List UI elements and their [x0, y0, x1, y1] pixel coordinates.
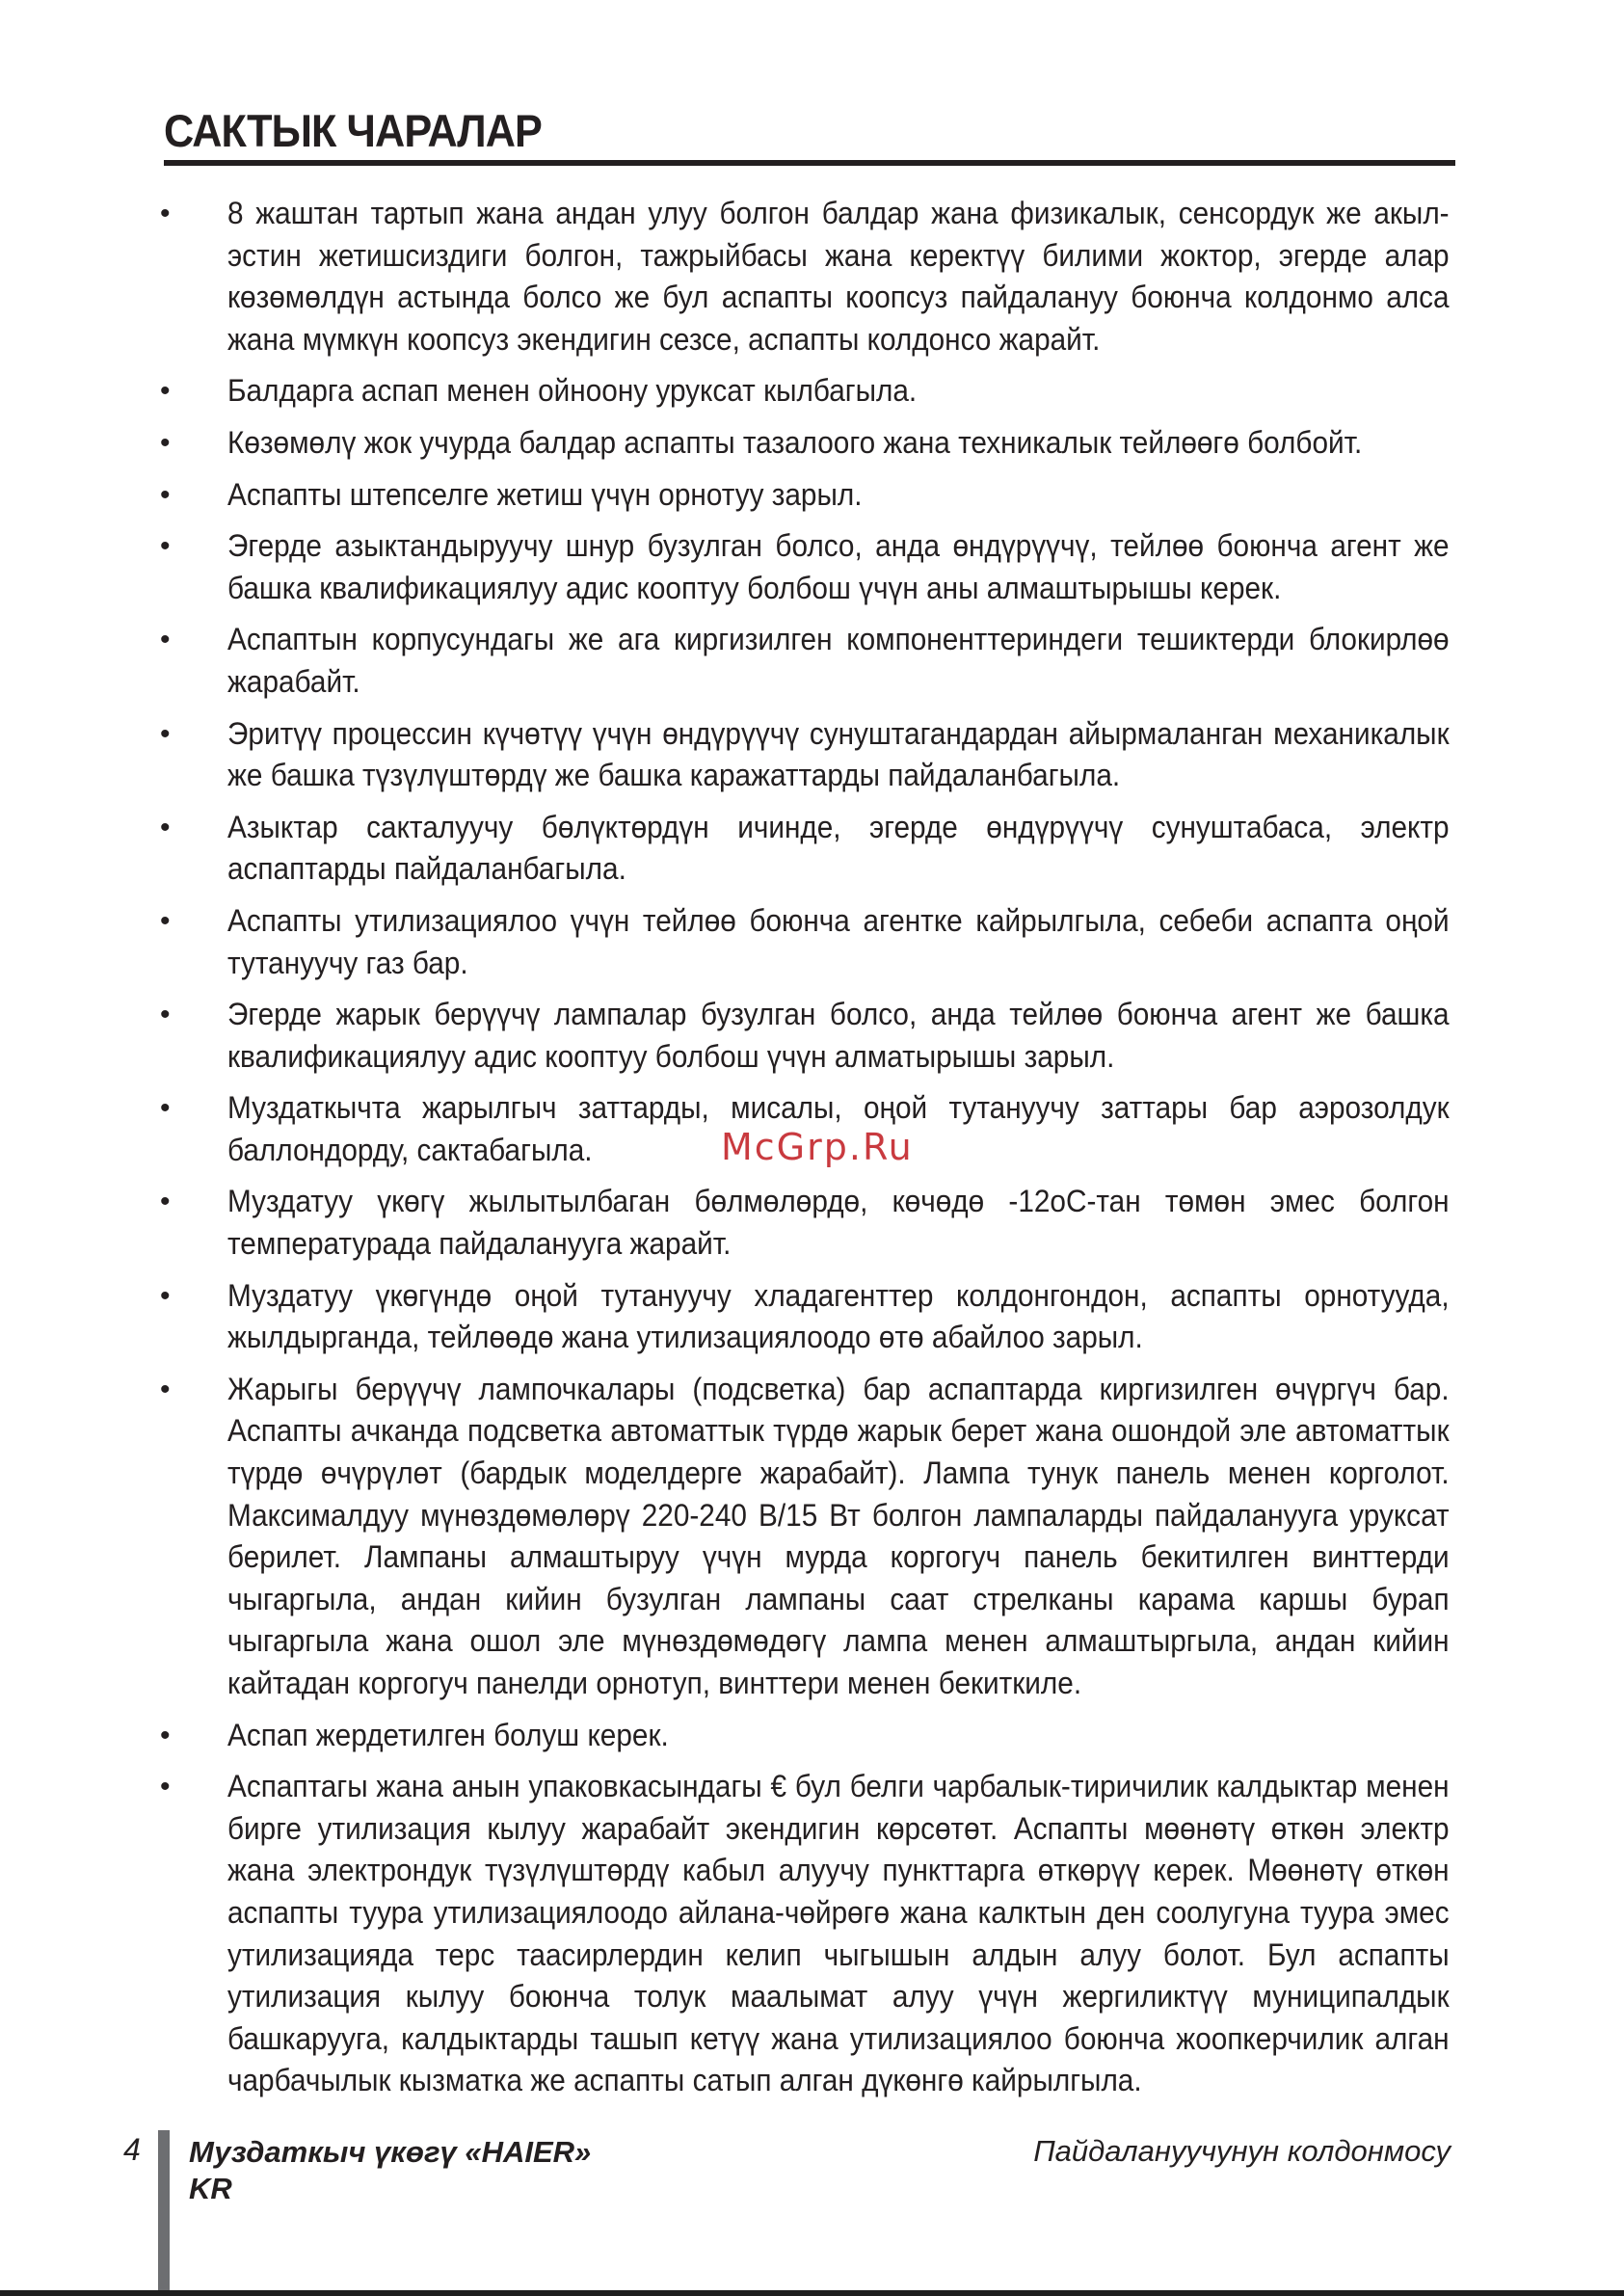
footer-bar — [158, 2130, 170, 2296]
list-item-text: Муздатуу үкөгү жылытылбаган бөлмөлөрдө, көчөдө -12оС-тан төмөн эмес болгон температурада пайдаланууга жарайт. — [227, 1184, 1450, 1262]
bullet: • — [160, 1279, 171, 1312]
list-item-text: Муздаткычта жарылгыч заттарды, мисалы, оңой тутануучу заттары бар аэрозолдук баллондорду, сактабагыла. — [227, 1090, 1450, 1167]
list-item — [0, 1766, 1624, 2102]
bullet: • — [160, 624, 171, 656]
list-item — [0, 1181, 1624, 1265]
list-item — [0, 525, 1624, 609]
list-item-text: 8 жаштан тартып жана андан улуу болгон балдар жана физикалык, сенсордук же акыл-эстин жетишсиздиги болгон, тажрыйбасы жана керектүү билими жоктор, эгерде алар көзөмөлдүн астында болсо же бул аспапты коопсуз пайдалануу боюнча колдонмо алса жана мүмкүн коопсуз экендигин сезсе, аспапты колдонсо жарайт. — [227, 196, 1450, 357]
bullet: • — [160, 198, 171, 229]
bullet: • — [160, 1092, 171, 1125]
list-item-text: Аспаптагы жана анын упаковкасындагы € бул белги чарбалык-тиричилик калдыктар менен бирге утилизация кылуу жарабайт экендигин көрсөтөт. Аспапты мөөнөтү өткөн электр жана электрондук түзүлүштөрдү кабыл алуучу пункттарга өткөрүү керек. Мөөнөтү өткөн аспапты туура утилизациялоодо айлана-чөйрөгө жана калктын ден соолугуна туура эмес утилизацияда терс таасирлердин келип чыгышын алдын алуу болот. Бул аспапты утилизация кылуу боюнча толук маалымат алуу үчүн жергиликтүү муниципалдык башкарууга, калдыктарды ташып кетүү жана утилизациялоо боюнча жоопкерчилик алган чарбачылык кызматка же аспапты сатып алган дүкөнгө кайрылгыла. — [227, 1769, 1450, 2098]
page-title: САКТЫК ЧАРАЛАР — [164, 105, 542, 156]
list-item-text: Жарыгы берүүчү лампочкалары (подсветка) бар аспаптарда киргизилген өчүргүч бар. Аспапты ачканда подсветка автоматтык түрдө жарык берет жана ошондой эле автоматтык түрдө өчүрүлөт (бардык моделдерге жарабайт). Лампа тунук панель менен корголот. Максималдуу мүнөздөмөлөрү 220-240 В/15 Вт болгон лампаларды пайдаланууга уруксат берилет. Лампаны алмаштыруу үчүн мурда коргогуч панель бекитилген винттерди чыгаргыла, андан кийин бузулган лампаны саат стрелканы карама каршы бурап чыгаргыла жана ошол эле мүнөздөмөдөгү лампа менен алмаштыргыла, андан кийин кайтадан коргогуч панелди орнотуп, винттери менен бекиткиле. — [227, 1371, 1450, 1700]
bullet: • — [160, 904, 171, 937]
list-item — [0, 474, 1624, 517]
bullet: • — [160, 717, 171, 750]
bullet: • — [160, 1186, 171, 1218]
bullet: • — [160, 1373, 171, 1405]
bottom-rule — [0, 2290, 1624, 2296]
list-item — [0, 422, 1624, 465]
list-item — [0, 1715, 1624, 1757]
list-item-text: Эритүү процессин күчөтүү үчүн өндүрүүчү сунуштагандардан айырмаланган механикалык же башка түзүлүштөрдү же башка каражаттарды пайдаланбагыла. — [227, 715, 1450, 793]
bullet: • — [160, 530, 171, 563]
bullet: • — [160, 811, 171, 843]
bullet: • — [160, 1719, 171, 1751]
list-item-text: Аспапты утилизациялоо үчүн тейлөө боюнча агентке кайрылгыла, себеби аспапта оңой тутануучу газ бар. — [227, 902, 1450, 980]
list-item — [0, 370, 1624, 413]
list-item — [0, 900, 1624, 984]
list-item — [0, 807, 1624, 891]
page-number: 4 — [123, 2132, 141, 2167]
bullet: • — [160, 999, 171, 1031]
list-item-text: Аспапты штепселге жетиш үчүн орнотуу зарыл. — [227, 476, 863, 512]
list-item — [0, 994, 1624, 1078]
list-item-text: Балдарга аспап менен ойноону уруксат кылбагыла. — [227, 373, 918, 409]
list-item — [0, 713, 1624, 797]
list-item-text: Азыктар сакталуучу бөлүктөрдүн ичинде, эгерде өндүрүүчү сунуштабаса, электр аспаптарды пайдаланбагыла. — [227, 809, 1450, 887]
list-item — [0, 619, 1624, 703]
bullet: • — [160, 375, 171, 408]
footer-manual-title: Пайдалануучунун колдонмосу — [1033, 2134, 1451, 2168]
bullet: • — [160, 1771, 171, 1803]
footer-product-name: Муздаткыч үкөгү «HAIER» — [189, 2135, 592, 2169]
bullet: • — [160, 478, 171, 511]
list-item-text: Аспаптын корпусундагы же ага киргизилген компоненттериндеги тешиктерди блокирлөө жарабайт. — [227, 622, 1450, 699]
list-item-text: Эгерде азыктандыруучу шнур бузулган болсо, анда өндүрүүчү, тейлөө боюнча агент же башка квалификациялуу адис кооптуу болбош үчүн аны алмаштырышы керек. — [227, 528, 1450, 605]
footer-product-code: KR — [189, 2172, 232, 2205]
list-item — [0, 1275, 1624, 1359]
list-item-text: Көзөмөлү жок учурда балдар аспапты тазалоого жана техникалык тейлөөгө болбойт. — [227, 424, 1363, 460]
watermark: McGrp.Ru — [721, 1126, 914, 1168]
list-item-text: Аспап жердетилген болуш керек. — [227, 1717, 669, 1752]
list-item — [0, 1369, 1624, 1705]
footer-product — [189, 2134, 591, 2207]
bullet: • — [160, 426, 171, 459]
list-item-text: Эгерде жарык берүүчү лампалар бузулган болсо, анда тейлөө боюнча агент же башка квалификациялуу адис кооптуу болбош үчүн алматырышы зарыл. — [227, 997, 1450, 1074]
list-item-text: Муздатуу үкөгүндө оңой тутануучу хладагенттер колдонгондон, аспапты орнотууда, жылдырганда, тейлөөдө жана утилизациялоодо өтө абайлоо зарыл. — [227, 1277, 1450, 1355]
list-item — [0, 193, 1624, 360]
title-rule — [164, 160, 1455, 166]
